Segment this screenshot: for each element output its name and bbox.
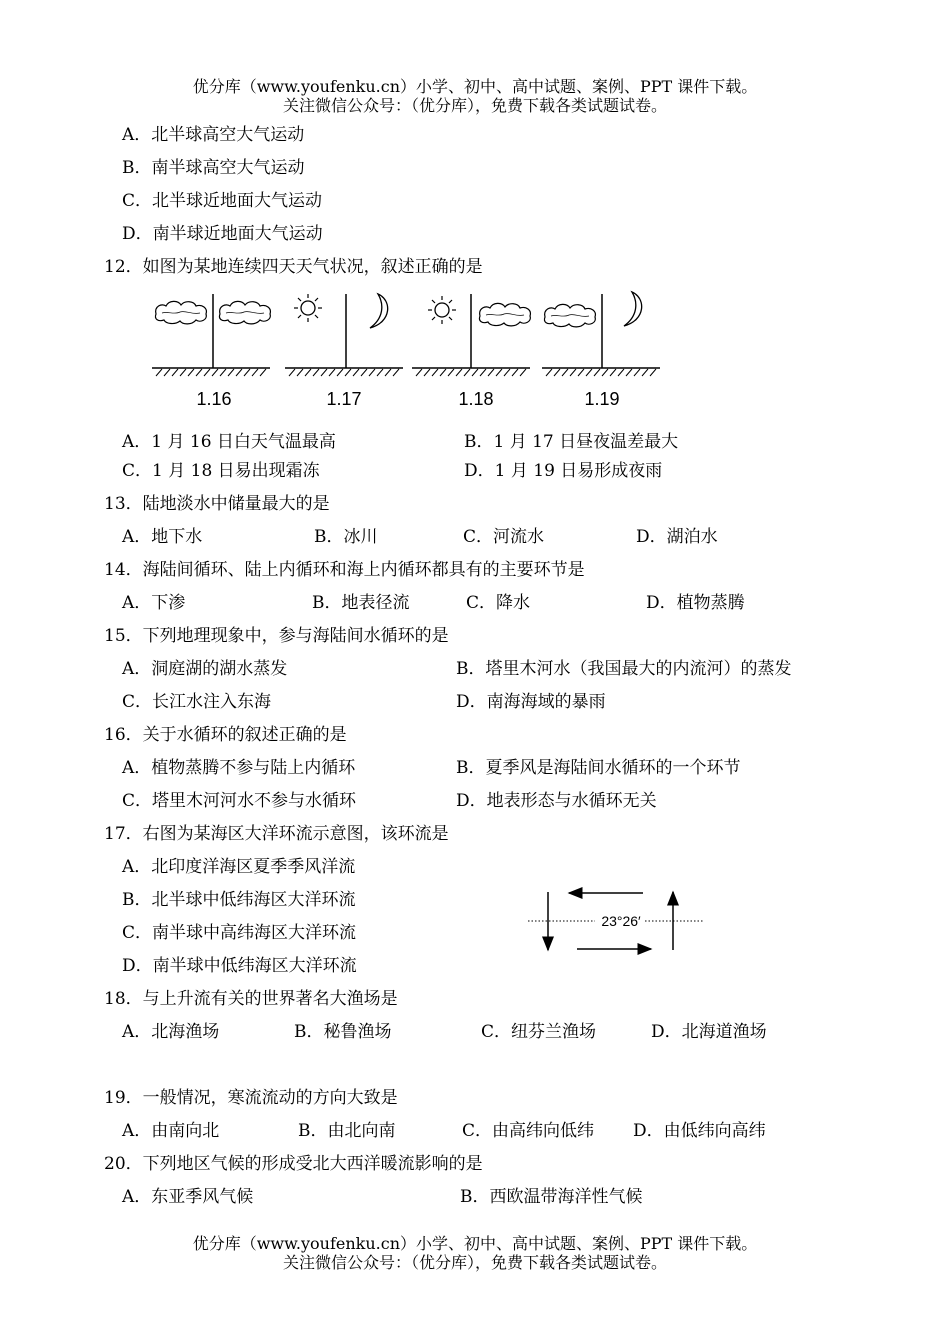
q12-option-d: D．1 月 19 日易形成夜雨 <box>464 461 663 481</box>
q12-option-a: A．1 月 16 日白天气温最高 <box>122 432 336 452</box>
q13-option-b: B．冰川 <box>314 527 378 547</box>
panel-2 <box>285 294 403 376</box>
q16-option-d: D．地表形态与水循环无关 <box>456 791 657 811</box>
q16-option-c: C．塔里木河河水不参与水循环 <box>122 791 357 811</box>
q19-option-b: B．由北向南 <box>298 1121 396 1141</box>
q19-option-a: A．由南向北 <box>122 1121 220 1141</box>
q15-option-c: C．长江水注入东海 <box>122 692 272 712</box>
q14-option-b: B．地表径流 <box>312 593 410 613</box>
cloud-icon <box>479 303 530 326</box>
q16-option-b: B．夏季风是海陆间水循环的一个环节 <box>456 758 741 778</box>
q13-option-c: C．河流水 <box>463 527 545 547</box>
q18-option-d: D．北海道渔场 <box>651 1022 767 1042</box>
q18-option-c: C．纽芬兰渔场 <box>481 1022 597 1042</box>
moon-icon <box>370 294 388 328</box>
q11-option-c: C．北半球近地面大气运动 <box>122 191 323 211</box>
cloud-icon <box>155 301 206 324</box>
q11-option-a: A．北半球高空大气运动 <box>122 125 305 145</box>
q11-option-b: B．南半球高空大气运动 <box>122 158 305 178</box>
ground-hatch <box>152 368 270 376</box>
ground-hatch <box>285 368 403 376</box>
q12-option-b: B．1 月 17 日昼夜温差最大 <box>464 432 679 452</box>
ground-hatch <box>412 368 530 376</box>
q17-option-c: C．南半球中高纬海区大洋环流 <box>122 923 357 943</box>
q11-option-d: D．南半球近地面大气运动 <box>122 224 323 244</box>
weather-figure <box>140 288 680 418</box>
q20-option-b: B．西欧温带海洋性气候 <box>460 1187 643 1207</box>
q18-option-b: B．秘鲁渔场 <box>294 1022 392 1042</box>
cloud-icon <box>544 304 595 327</box>
q19-stem: 19．一般情况，寒流流动的方向大致是 <box>104 1088 398 1108</box>
q14-stem: 14．海陆间循环、陆上内循环和海上内循环都具有的主要环节是 <box>104 560 585 580</box>
q15-stem: 15．下列地理现象中，参与海陆间水循环的是 <box>104 626 449 646</box>
ground-hatch <box>542 368 660 376</box>
panel-1 <box>152 294 270 376</box>
footer-line-1: 优分库（www.youfenku.cn）小学、初中、高中试题、案例、PPT 课件下载。 <box>192 1234 758 1253</box>
cloud-icon <box>219 301 270 324</box>
q15-option-a: A．洞庭湖的湖水蒸发 <box>122 659 288 679</box>
q16-option-a: A．植物蒸腾不参与陆上内循环 <box>122 758 356 778</box>
q15-option-d: D．南海海域的暴雨 <box>456 692 606 712</box>
moon-icon <box>624 292 642 326</box>
sun-icon <box>294 294 322 322</box>
latitude-label: 23°26′ <box>601 913 641 929</box>
q20-option-a: A．东亚季风气候 <box>122 1187 254 1207</box>
q15-option-b: B．塔里木河水（我国最大的内流河）的蒸发 <box>456 659 792 679</box>
date-label: 1.18 <box>458 389 494 409</box>
q13-option-a: A．地下水 <box>122 527 203 547</box>
q14-option-a: A．下渗 <box>122 593 186 613</box>
q12-stem: 12．如图为某地连续四天天气状况，叙述正确的是 <box>104 257 483 277</box>
sun-icon <box>428 296 456 324</box>
date-label: 1.16 <box>196 389 232 409</box>
q18-stem: 18．与上升流有关的世界著名大渔场是 <box>104 989 398 1009</box>
q18-option-a: A．北海渔场 <box>122 1022 220 1042</box>
date-label: 1.19 <box>584 389 620 409</box>
q13-stem: 13．陆地淡水中储量最大的是 <box>104 494 330 514</box>
header-line-1: 优分库（www.youfenku.cn）小学、初中、高中试题、案例、PPT 课件下载。 <box>192 77 758 96</box>
footer-line-2: 关注微信公众号：（优分库），免费下载各类试题试卷。 <box>282 1253 667 1272</box>
q17-option-a: A．北印度洋海区夏季季风洋流 <box>122 857 356 877</box>
panel-3 <box>412 294 530 376</box>
q12-option-c: C．1 月 18 日易出现霜冻 <box>122 461 320 481</box>
q17-option-d: D．南半球中低纬海区大洋环流 <box>122 956 357 976</box>
q14-option-c: C．降水 <box>466 593 531 613</box>
header-line-2: 关注微信公众号：（优分库），免费下载各类试题试卷。 <box>282 96 667 115</box>
q17-option-b: B．北半球中低纬海区大洋环流 <box>122 890 356 910</box>
q14-option-d: D．植物蒸腾 <box>646 593 745 613</box>
q16-stem: 16．关于水循环的叙述正确的是 <box>104 725 347 745</box>
q17-stem: 17．右图为某海区大洋环流示意图，该环流是 <box>104 824 449 844</box>
q19-option-d: D．由低纬向高纬 <box>633 1121 766 1141</box>
date-label: 1.17 <box>326 389 362 409</box>
q19-option-c: C．由高纬向低纬 <box>462 1121 595 1141</box>
panel-4 <box>542 292 660 376</box>
q20-stem: 20．下列地区气候的形成受北大西洋暖流影响的是 <box>104 1154 483 1174</box>
ocean-current-figure <box>525 878 710 958</box>
q13-option-d: D．湖泊水 <box>636 527 718 547</box>
